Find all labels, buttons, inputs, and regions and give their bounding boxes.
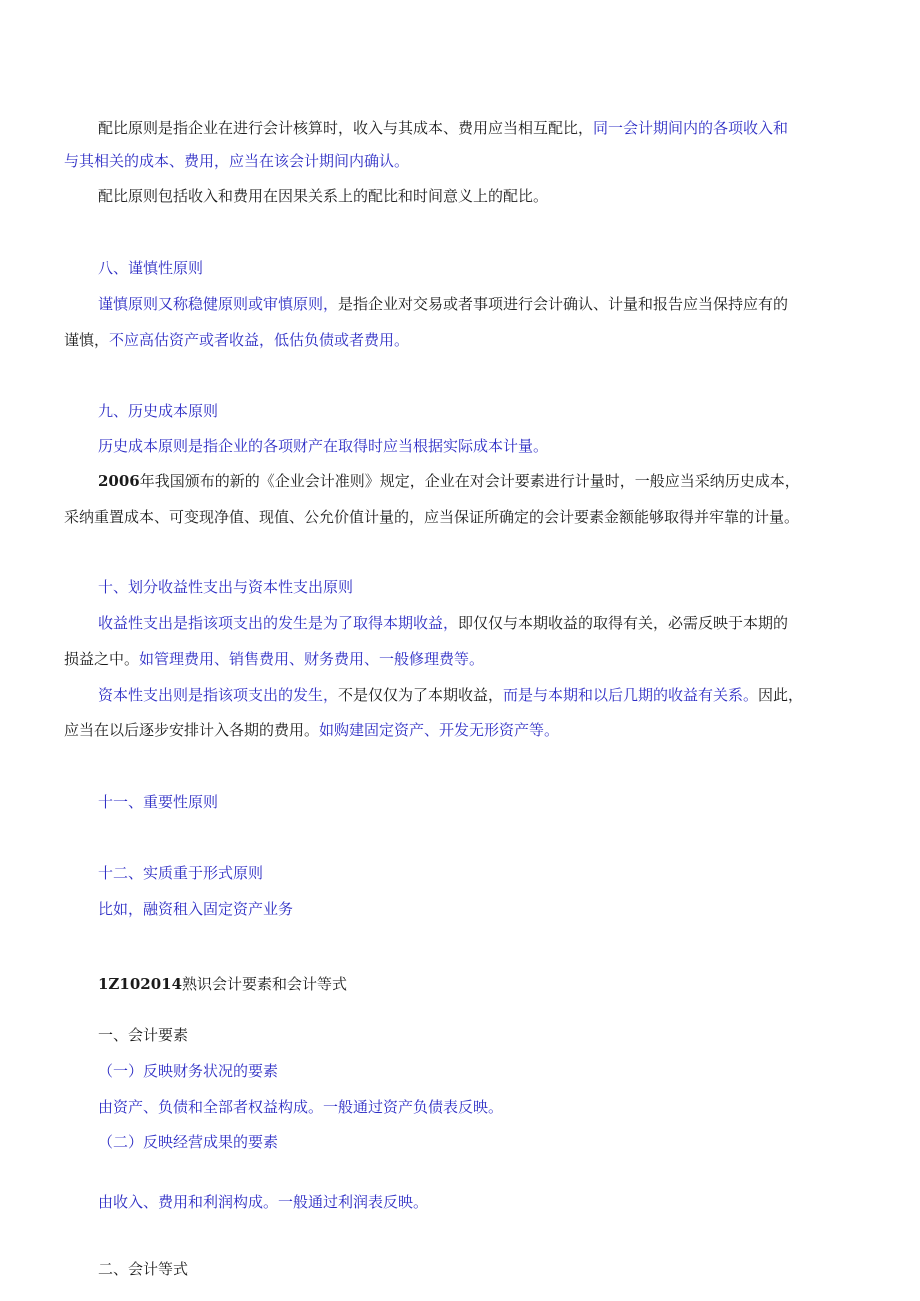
section-title: 熟识会计要素和会计等式	[182, 975, 348, 993]
revenue-expenditure-line-2	[64, 650, 484, 668]
subheading-operating-results: （二）反映经营成果的要素	[98, 1133, 279, 1151]
prudence-text-blue: 谨慎原则又称稳健原则或审慎原则，	[98, 295, 339, 313]
section-heading	[98, 975, 347, 993]
matching-principle-line-2: 与其相关的成本、费用，应当在该会计期间内确认。	[64, 152, 410, 170]
heading-accounting-equation: 二、会计等式	[98, 1260, 189, 1278]
year-2006: 2006	[98, 472, 140, 490]
capital-expenditure-line-1	[98, 686, 803, 704]
revenue-exp-text-blue: 收益性支出是指该项支出的发生是为了取得本期收益，	[98, 614, 459, 632]
matching-principle-scope: 配比原则包括收入和费用在因果关系上的配比和时间意义上的配比。	[98, 187, 549, 205]
revenue-exp-text-black: 即仅仅与本期收益的取得有关，必需反映于本期的	[458, 614, 789, 632]
heading-historical-cost: 九、历史成本原则	[98, 402, 219, 420]
matching-text-black: 配比原则是指企业在进行会计核算时，收入与其成本、费用应当相互配比，	[98, 119, 594, 137]
substance-over-form-example: 比如，融资租入固定资产业务	[98, 900, 294, 918]
financial-position-text: 由资产、负债和全部者权益构成。一般通过资产负债表反映。	[98, 1098, 504, 1116]
revenue-exp-text-blue-2: 如管理费用、销售费用、财务费用、一般修理费等。	[139, 650, 485, 668]
prudence-text-black-2: 谨慎，	[64, 331, 110, 349]
revenue-exp-text-black-2: 损益之中。	[64, 650, 140, 668]
capital-exp-text-blue-2: 而是与本期和以后几期的收益有关系。	[503, 686, 759, 704]
capital-exp-text-black-3: 应当在以后逐步安排计入各期的费用。	[64, 721, 320, 739]
heading-prudence: 八、谨慎性原则	[98, 259, 204, 277]
section-code: 1Z102014	[98, 975, 183, 993]
heading-materiality: 十一、重要性原则	[98, 793, 219, 811]
prudence-text-black: 是指企业对交易或者事项进行会计确认、计量和报告应当保持应有的	[338, 295, 789, 313]
historical-cost-p2-text-1: 年我国颁布的新的《企业会计准则》规定，企业在对会计要素进行计量时，一般应当采纳历史成本，	[139, 472, 800, 490]
subheading-financial-position: （一）反映财务状况的要素	[98, 1062, 279, 1080]
prudence-text-blue-2: 不应高估资产或者收益，低估负债或者费用。	[109, 331, 410, 349]
historical-cost-definition: 历史成本原则是指企业的各项财产在取得时应当根据实际成本计量。	[98, 437, 549, 455]
heading-revenue-capital-expenditure: 十、划分收益性支出与资本性支出原则	[98, 578, 354, 596]
historical-cost-p2-line-1	[98, 472, 800, 490]
capital-expenditure-line-2	[64, 721, 559, 739]
capital-exp-text-black-2: 因此，	[758, 686, 804, 704]
prudence-line-1	[98, 295, 788, 313]
heading-substance-over-form: 十二、实质重于形式原则	[98, 864, 264, 882]
revenue-expenditure-line-1	[98, 614, 788, 632]
capital-exp-text-blue-3: 如购建固定资产、开发无形资产等。	[319, 721, 560, 739]
historical-cost-p2-line-2: 采纳重置成本、可变现净值、现值、公允价值计量的，应当保证所确定的会计要素金额能够取得并牢靠的计量。	[64, 508, 800, 526]
prudence-line-2	[64, 331, 409, 349]
operating-results-text: 由收入、费用和利润构成。一般通过利润表反映。	[98, 1193, 429, 1211]
capital-exp-text-blue: 资本性支出则是指该项支出的发生，	[98, 686, 339, 704]
matching-principle-line-1	[98, 119, 788, 137]
matching-text-blue: 同一会计期间内的各项收入和	[593, 119, 789, 137]
heading-accounting-elements: 一、会计要素	[98, 1026, 189, 1044]
capital-exp-text-black: 不是仅仅为了本期收益，	[338, 686, 504, 704]
